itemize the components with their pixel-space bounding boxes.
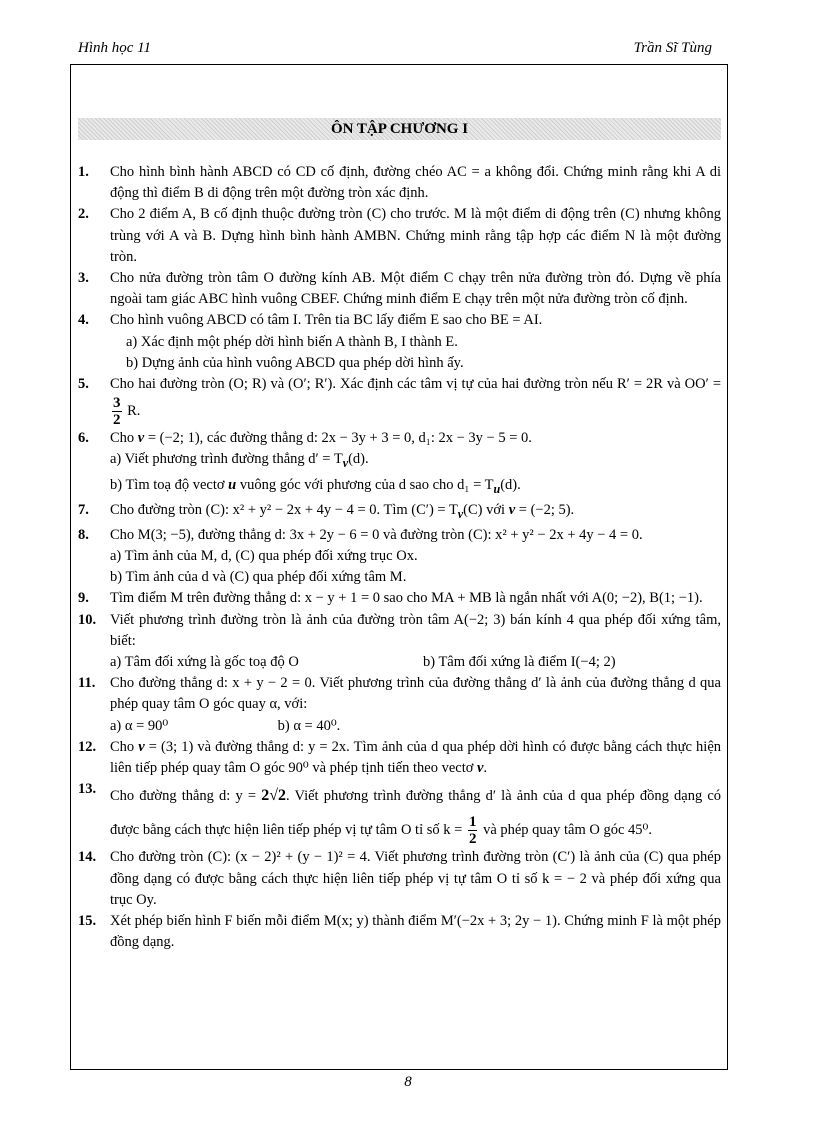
text-run: Cho đường thẳng d: y = [110,788,257,805]
vector-subscript: v [457,506,464,521]
exercise-list [78,162,721,953]
vector-v-symbol: v [138,738,145,755]
text-run: Cho [110,738,135,755]
exercise-text [110,374,721,428]
vector-subscript: u [493,481,501,496]
exercise-text: Cho M(3; −5), đường thẳng d: 3x + 2y − 6 = 0 và đường tròn (C): x² + y² − 2x + 4y − 4 = 0. [110,526,643,543]
exercise-number: 1. [78,164,89,180]
exercise-number: 9. [78,590,89,607]
exercise-number: 4. [78,312,89,329]
exercise-number: 7. [78,501,89,518]
exercise-part-a: a) Tìm ảnh của M, d, (C) qua phép đối xứng trục Ox. [110,547,418,564]
header-author: Trần Sĩ Tùng [633,40,712,56]
exercise-part-b: b) Tâm đối xứng là điểm I(−4; 2) [423,653,616,670]
exercise-part-b [110,475,721,500]
fraction [112,395,122,428]
exercise-part-a: a) Xác định một phép dời hình biến A thành B, I thành E. [126,333,458,350]
fraction-numerator: 3 [113,395,121,412]
exercise-number: 14. [78,849,97,866]
sqrt-expression: 2√2 [261,787,286,805]
exercise-text: Cho hình vuông ABCD có tâm I. Trên tia BC lấy điểm E sao cho BE = AI. [110,312,543,329]
exercise-text [110,428,721,449]
exercise-number: 13. [78,781,97,798]
vector-v-symbol: v [477,759,484,776]
exercise-6 [78,428,721,499]
exercise-text [110,500,721,525]
exercise-9 [78,588,721,609]
exercise-number: 10. [78,611,97,628]
text-run: . Viết phương trình đường thẳng d′ là ảnh của d qua phép đồng dạng có được bằng cách thực hiện liên tiếp phép vị tự tâm O tỉ số k = [110,788,722,839]
fraction-numerator: 1 [468,814,477,831]
text-run: b) Tìm toạ độ vectơ [110,476,225,493]
exercise-number: 6. [78,430,89,447]
text-run: và phép quay tâm O góc 45⁰. [483,822,652,839]
exercise-text: Tìm điểm M trên đường thẳng d: x − y + 1 = 0 sao cho MA + MB là ngắn nhất với A(0; −2), B(1; −1). [110,590,703,607]
exercise-parts [110,652,721,673]
text-run: R. [127,403,141,420]
exercise-text [110,779,721,847]
exercise-11 [78,673,721,737]
exercise-number: 8. [78,526,89,543]
text-run: . [483,759,488,776]
exercise-number: 5. [78,376,89,393]
exercise-4 [78,310,721,374]
exercise-number: 11. [78,675,96,692]
text-run: = (−2; 5). [518,501,575,518]
exercise-text: Cho nửa đường tròn tâm O đường kính AB. Một điểm C chạy trên nửa đường tròn đó. Dựng về phía ngoài tam giác ABC hình vuông CBEF. Chứng minh điểm E chạy trên một nửa đường tròn cố định. [110,270,721,308]
text-run: Cho đường tròn (C): x² + y² − 2x + 4y − 4 = 0. Tìm (C′) = T [110,501,458,518]
exercise-part-a: a) Tâm đối xứng là gốc toạ độ O [110,653,299,670]
vector-v-symbol: v [508,501,516,518]
exercise-15 [78,911,721,953]
text-run: (d). [348,451,369,468]
text-run: = (−2; 1), các đường thẳng d: 2x − 3y + 3 = 0, d₁: 2x − 3y − 5 = 0. [147,430,532,447]
exercise-part-a [110,449,721,474]
text-run: (d). [500,476,521,493]
exercise-3 [78,268,721,310]
exercise-10 [78,610,721,674]
page-number: 8 [404,1074,412,1090]
text-run: Cho hai đường tròn (O; R) và (O′; R′). Xác định các tâm vị tự của hai đường tròn nếu R′ = 2R và OO′ = [110,376,721,393]
text-run: = (3; 1) và đường thẳng d: y = 2x. Tìm ảnh của d qua phép dời hình có được bằng cách thực hiện liên tiếp phép quay tâm O góc 90⁰ và phép tịnh tiến theo vectơ [110,738,722,776]
exercise-5 [78,374,721,428]
exercise-text: Cho 2 điểm A, B cố định thuộc đường tròn (C) cho trước. M là một điểm di động trên (C) nhưng không trùng với A và B. Dựng hình bình hành AMBN. Chứng minh rằng tập hợp các điểm N là một đường tròn. [110,206,721,265]
text-run: Cho [110,430,135,447]
exercise-text: Xét phép biến hình F biến mỗi điểm M(x; y) thành điểm M′(−2x + 3; 2y − 1). Chứng minh F là một phép đồng dạng. [110,912,721,951]
vector-subscript: v [342,456,349,471]
exercise-text: Viết phương trình đường tròn là ảnh của đường tròn tâm A(−2; 3) bán kính 4 qua phép đối xứng tâm, biết: [110,611,721,649]
text-run: vuông góc với phương của d sao cho d₁ = T [239,476,494,493]
exercise-number: 15. [78,912,97,929]
exercise-text: Cho đường thẳng d: x + y − 2 = 0. Viết phương trình của đường thẳng d′ là ảnh của đường thẳng d qua phép quay tâm O góc quay α, với: [110,675,721,713]
fraction-denominator: 2 [113,412,121,429]
exercise-text: Cho đường tròn (C): (x − 2)² + (y − 1)² = 4. Viết phương trình đường tròn (C′) là ảnh của (C) qua phép đồng dạng có được bằng cách thực hiện liên tiếp phép vị tự tâm O tỉ số k = − 2 và phép đối xứng qua trục Oy. [110,849,721,908]
exercise-8 [78,525,721,589]
fraction [468,814,478,847]
exercise-13 [78,779,721,847]
exercise-number: 2. [78,206,89,223]
exercise-parts [110,716,721,737]
exercise-part-b: b) Tìm ảnh của d và (C) qua phép đối xứng tâm M. [110,569,407,586]
header-subject: Hình học 11 [78,40,152,56]
exercise-14 [78,847,721,911]
text-run: (C) với [463,501,506,518]
exercise-2 [78,204,721,268]
exercise-part-b: b) α = 40⁰. [277,717,341,734]
exercise-1 [78,162,721,204]
vector-v-symbol: v [137,430,145,447]
exercise-text: Cho hình bình hành ABCD có CD cố định, đường chéo AC = a không đổi. Chứng minh rằng khi A di động thì điểm B di động trên một đường tròn xác định. [110,164,721,202]
exercise-text [110,737,721,779]
vector-u-symbol: u [228,476,237,493]
chapter-title: ÔN TẬP CHƯƠNG I [78,118,721,140]
exercise-number: 3. [78,270,89,287]
exercise-7 [78,500,721,525]
exercise-12 [78,737,721,779]
fraction-denominator: 2 [468,831,477,848]
exercise-part-b: b) Dựng ảnh của hình vuông ABCD qua phép dời hình ấy. [126,354,464,371]
exercise-number: 12. [78,738,97,755]
exercise-part-a: a) α = 90⁰ [110,717,169,734]
text-run: a) Viết phương trình đường thẳng d′ = T [110,451,343,468]
